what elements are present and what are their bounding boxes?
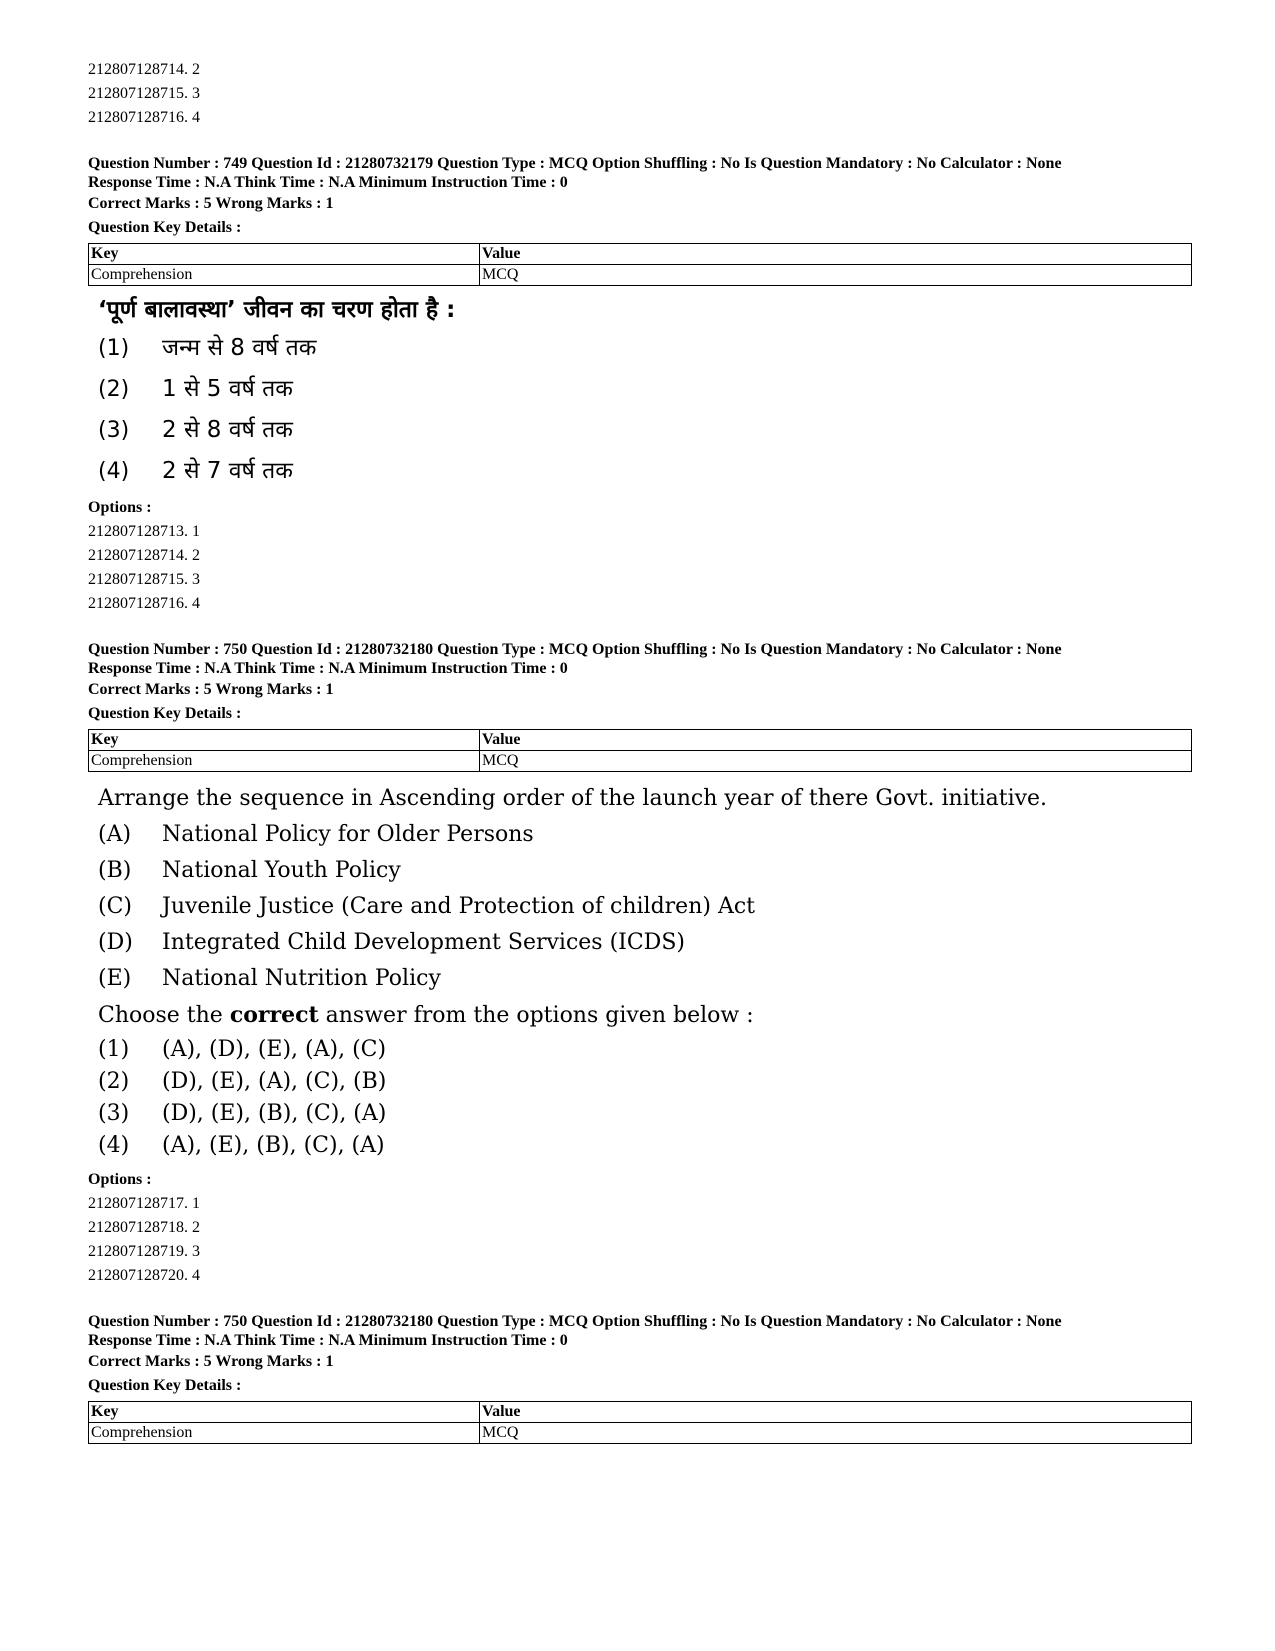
choose-post: answer from the options given below :	[325, 1003, 754, 1028]
item-row	[98, 817, 1188, 853]
item-row	[98, 925, 1188, 961]
option-line: 212807128720. 4	[88, 1267, 200, 1284]
document-page	[88, 58, 1188, 1448]
options-label: Options :	[88, 1171, 152, 1188]
question-marks: Correct Marks : 5 Wrong Marks : 1	[88, 195, 334, 212]
choice-number: (4)	[98, 1133, 130, 1158]
value-cell: MCQ	[480, 1423, 1192, 1444]
question-stem: ‘पूर्ण बालावस्था’ जीवन का चरण होता है :	[98, 297, 456, 323]
item-row	[98, 853, 1188, 889]
question-timing: Response Time : N.A Think Time : N.A Minimum Instruction Time : 0	[88, 660, 568, 677]
key-details-label: Question Key Details :	[88, 219, 242, 236]
item-text: National Nutrition Policy	[162, 966, 441, 991]
value-header: Value	[480, 730, 1192, 751]
choice-text: जन्म से 8 वर्ष तक	[162, 335, 317, 361]
choice-row	[98, 1098, 1188, 1130]
choice-number: (3)	[98, 418, 130, 443]
option-line: 212807128719. 3	[88, 1243, 200, 1260]
item-text: National Youth Policy	[162, 858, 401, 883]
choose-bold: correct	[229, 1002, 319, 1028]
key-header: Key	[89, 730, 480, 751]
question-header: Question Number : 750 Question Id : 21280732180 Question Type : MCQ Option Shuffling : No Is Question Mandatory : No Calculator : None	[88, 1313, 1062, 1330]
option-line: 212807128716. 4	[88, 595, 200, 612]
question-header: Question Number : 750 Question Id : 21280732180 Question Type : MCQ Option Shuffling : No Is Question Mandatory : No Calculator : None	[88, 641, 1062, 658]
key-details-label: Question Key Details :	[88, 1377, 242, 1394]
item-text: Juvenile Justice (Care and Protection of children) Act	[162, 894, 755, 919]
key-cell: Comprehension	[89, 265, 480, 286]
choice-text: (A), (D), (E), (A), (C)	[162, 1037, 387, 1062]
key-details-label: Question Key Details :	[88, 705, 242, 722]
value-cell: MCQ	[480, 751, 1192, 772]
choose-instruction	[98, 997, 1188, 1034]
item-label: (B)	[98, 858, 132, 883]
choice-text: 2 से 8 वर्ष तक	[162, 417, 293, 443]
choice-text: 1 से 5 वर्ष तक	[162, 376, 293, 402]
choice-text: (D), (E), (A), (C), (B)	[162, 1069, 387, 1094]
option-line: 212807128716. 4	[88, 109, 200, 126]
question-body	[98, 292, 1188, 492]
choice-number: (1)	[98, 336, 130, 361]
item-label: (E)	[98, 966, 132, 991]
question-stem: Arrange the sequence in Ascending order of the launch year of there Govt. initiative.	[98, 786, 1048, 811]
choice-row	[98, 410, 1188, 451]
item-text: Integrated Child Development Services (ICDS)	[162, 930, 685, 955]
question-body	[98, 780, 1188, 1162]
option-line: 212807128717. 1	[88, 1195, 200, 1212]
question-750-repeat	[88, 1312, 1188, 1444]
question-749	[88, 154, 1188, 616]
key-details-table	[88, 1401, 1192, 1444]
key-cell: Comprehension	[89, 1423, 480, 1444]
item-label: (D)	[98, 930, 133, 955]
key-header: Key	[89, 244, 480, 265]
option-line: 212807128718. 2	[88, 1219, 200, 1236]
choice-row	[98, 1034, 1188, 1066]
question-header: Question Number : 749 Question Id : 21280732179 Question Type : MCQ Option Shuffling : No Is Question Mandatory : No Calculator : None	[88, 155, 1062, 172]
question-timing: Response Time : N.A Think Time : N.A Minimum Instruction Time : 0	[88, 1332, 568, 1349]
option-line: 212807128715. 3	[88, 571, 200, 588]
value-cell: MCQ	[480, 265, 1192, 286]
question-marks: Correct Marks : 5 Wrong Marks : 1	[88, 1353, 334, 1370]
choice-number: (1)	[98, 1037, 130, 1062]
choice-row	[98, 369, 1188, 410]
previous-options	[88, 58, 1188, 130]
item-row	[98, 961, 1188, 997]
question-timing: Response Time : N.A Think Time : N.A Minimum Instruction Time : 0	[88, 174, 568, 191]
option-line: 212807128714. 2	[88, 61, 200, 78]
choice-text: (D), (E), (B), (C), (A)	[162, 1101, 387, 1126]
choice-text: 2 से 7 वर्ष तक	[162, 458, 293, 484]
option-line: 212807128713. 1	[88, 523, 200, 540]
option-line: 212807128715. 3	[88, 85, 200, 102]
choice-text: (A), (E), (B), (C), (A)	[162, 1133, 385, 1158]
choice-row	[98, 1066, 1188, 1098]
choice-number: (2)	[98, 377, 130, 402]
choice-number: (2)	[98, 1069, 130, 1094]
value-header: Value	[480, 1402, 1192, 1423]
item-row	[98, 889, 1188, 925]
value-header: Value	[480, 244, 1192, 265]
option-line: 212807128714. 2	[88, 547, 200, 564]
choice-row	[98, 1130, 1188, 1162]
question-marks: Correct Marks : 5 Wrong Marks : 1	[88, 681, 334, 698]
choose-pre: Choose the	[98, 1003, 223, 1028]
item-text: National Policy for Older Persons	[162, 822, 534, 847]
question-750	[88, 640, 1188, 1288]
choice-row	[98, 328, 1188, 369]
choice-row	[98, 451, 1188, 492]
key-header: Key	[89, 1402, 480, 1423]
key-details-table	[88, 243, 1192, 286]
choice-number: (3)	[98, 1101, 130, 1126]
options-label: Options :	[88, 499, 152, 516]
choice-number: (4)	[98, 459, 130, 484]
item-label: (A)	[98, 822, 132, 847]
key-details-table	[88, 729, 1192, 772]
key-cell: Comprehension	[89, 751, 480, 772]
item-label: (C)	[98, 894, 132, 919]
